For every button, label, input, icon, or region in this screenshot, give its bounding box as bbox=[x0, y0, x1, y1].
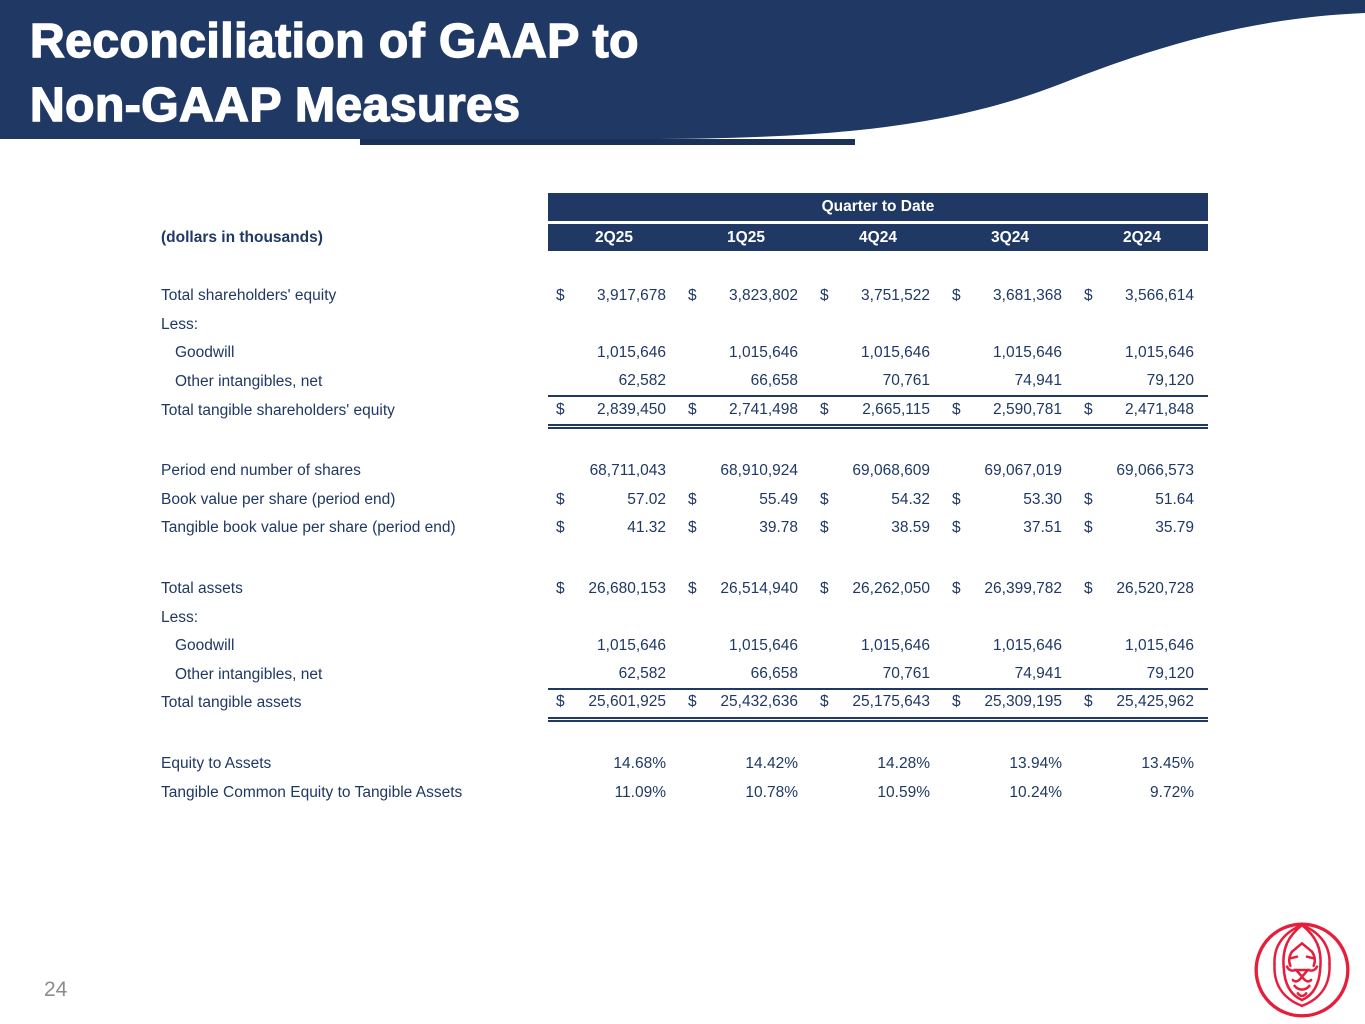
column-header-3q24: 3Q24 bbox=[991, 228, 1029, 246]
cell-value: 9.72% bbox=[1150, 783, 1194, 801]
dollar-sign: $ bbox=[556, 287, 565, 305]
row-label: Goodwill bbox=[175, 344, 235, 362]
dollar-sign: $ bbox=[820, 400, 829, 418]
cell-value: 51.64 bbox=[1155, 490, 1194, 508]
table-row bbox=[161, 603, 1208, 632]
value-cell bbox=[1076, 339, 1208, 368]
cell-value: 14.68% bbox=[613, 755, 666, 773]
value-cell bbox=[1076, 282, 1208, 311]
value-cell bbox=[812, 395, 944, 424]
dollar-sign: $ bbox=[688, 580, 697, 598]
value-cell bbox=[1076, 575, 1208, 604]
cell-value: 53.30 bbox=[1023, 490, 1062, 508]
row-values bbox=[548, 339, 1208, 368]
row-label: Total tangible shareholders' equity bbox=[161, 401, 395, 419]
row-values bbox=[548, 750, 1208, 779]
dollar-sign: $ bbox=[952, 490, 961, 508]
row-values bbox=[548, 660, 1208, 691]
cell-value: 41.32 bbox=[627, 519, 666, 537]
cell-value: 1,015,646 bbox=[993, 637, 1062, 655]
cell-value: 68,711,043 bbox=[589, 462, 666, 480]
dollar-sign: $ bbox=[1084, 580, 1093, 598]
cell-value: 13.94% bbox=[1009, 755, 1062, 773]
value-cell bbox=[548, 395, 680, 424]
cell-value: 10.59% bbox=[877, 783, 930, 801]
cell-value: 1,015,646 bbox=[729, 344, 798, 362]
dollar-sign: $ bbox=[820, 519, 829, 537]
value-cell bbox=[1076, 457, 1208, 486]
value-cell bbox=[548, 486, 680, 515]
dollar-sign: $ bbox=[820, 693, 829, 711]
row-label: Total tangible assets bbox=[161, 694, 302, 712]
value-cell bbox=[548, 282, 680, 311]
dollar-sign: $ bbox=[556, 693, 565, 711]
section-spacer bbox=[161, 718, 1208, 750]
row-values bbox=[548, 486, 1208, 515]
value-cell bbox=[812, 457, 944, 486]
value-cell bbox=[812, 486, 944, 515]
value-cell bbox=[812, 660, 944, 689]
value-cell bbox=[680, 514, 812, 543]
cell-value: 54.32 bbox=[891, 490, 930, 508]
row-values bbox=[548, 778, 1208, 807]
column-header-row bbox=[161, 224, 1208, 251]
value-cell bbox=[680, 575, 812, 604]
cell-value: 26,514,940 bbox=[720, 580, 798, 598]
table-body bbox=[161, 282, 1208, 807]
row-values bbox=[548, 395, 1208, 426]
cell-value: 1,015,646 bbox=[597, 637, 666, 655]
lion-logo-icon bbox=[1252, 920, 1352, 1020]
units-label: (dollars in thousands) bbox=[161, 228, 323, 246]
slide-title-line1: Reconciliation of GAAP to bbox=[30, 15, 639, 68]
cell-value: 69,067,019 bbox=[984, 462, 1062, 480]
row-values bbox=[548, 575, 1208, 604]
cell-value: 25,425,962 bbox=[1116, 693, 1194, 711]
cell-value: 26,262,050 bbox=[852, 580, 930, 598]
value-cell bbox=[944, 282, 1076, 311]
dollar-sign: $ bbox=[952, 693, 961, 711]
cell-value: 66,658 bbox=[750, 664, 798, 682]
dollar-sign: $ bbox=[688, 693, 697, 711]
slide-title bbox=[30, 10, 639, 138]
dollar-sign: $ bbox=[820, 287, 829, 305]
cell-value: 2,665,115 bbox=[862, 400, 930, 418]
dollar-sign: $ bbox=[556, 580, 565, 598]
value-cell bbox=[548, 457, 680, 486]
value-cell bbox=[812, 632, 944, 661]
value-cell bbox=[680, 282, 812, 311]
row-values bbox=[548, 632, 1208, 661]
cell-value: 1,015,646 bbox=[1125, 637, 1194, 655]
page-number: 24 bbox=[44, 978, 68, 1001]
value-cell bbox=[944, 688, 1076, 717]
row-label: Goodwill bbox=[175, 637, 235, 655]
cell-value: 39.78 bbox=[759, 519, 798, 537]
value-cell bbox=[1076, 486, 1208, 515]
row-label: Book value per share (period end) bbox=[161, 490, 396, 508]
cell-value: 25,175,643 bbox=[852, 693, 930, 711]
value-cell bbox=[548, 339, 680, 368]
cell-value: 70,761 bbox=[882, 372, 930, 390]
cell-value: 25,432,636 bbox=[720, 693, 798, 711]
cell-value: 66,658 bbox=[750, 372, 798, 390]
cell-value: 2,590,781 bbox=[993, 400, 1062, 418]
cell-value: 11.09% bbox=[614, 783, 666, 801]
value-cell bbox=[680, 778, 812, 807]
row-label: Other intangibles, net bbox=[175, 373, 323, 391]
cell-value: 1,015,646 bbox=[861, 637, 930, 655]
value-cell bbox=[548, 778, 680, 807]
cell-value: 74,941 bbox=[1014, 372, 1062, 390]
value-cell bbox=[1076, 778, 1208, 807]
table-row bbox=[161, 689, 1208, 718]
dollar-sign: $ bbox=[688, 490, 697, 508]
value-cell bbox=[944, 395, 1076, 424]
value-cell bbox=[680, 660, 812, 689]
value-cell bbox=[944, 486, 1076, 515]
dollar-sign: $ bbox=[688, 519, 697, 537]
cell-value: 2,839,450 bbox=[597, 400, 666, 418]
table-row bbox=[161, 750, 1208, 779]
table-row bbox=[161, 396, 1208, 425]
dollar-sign: $ bbox=[1084, 519, 1093, 537]
table-row bbox=[161, 311, 1208, 340]
column-header-2q24: 2Q24 bbox=[1123, 228, 1161, 246]
cell-value: 1,015,646 bbox=[729, 637, 798, 655]
value-cell bbox=[1076, 688, 1208, 717]
value-cell bbox=[812, 367, 944, 396]
value-cell bbox=[680, 486, 812, 515]
value-cell bbox=[944, 457, 1076, 486]
cell-value: 26,399,782 bbox=[984, 580, 1062, 598]
cell-value: 1,015,646 bbox=[861, 344, 930, 362]
row-values bbox=[548, 367, 1208, 398]
dollar-sign: $ bbox=[556, 400, 565, 418]
row-label: Period end number of shares bbox=[161, 462, 361, 480]
row-label: Equity to Assets bbox=[161, 755, 272, 773]
dollar-sign: $ bbox=[1084, 400, 1093, 418]
value-cell bbox=[680, 367, 812, 396]
value-cell bbox=[812, 688, 944, 717]
value-cell bbox=[680, 339, 812, 368]
cell-value: 2,471,848 bbox=[1125, 400, 1194, 418]
value-cell bbox=[680, 632, 812, 661]
table-row bbox=[161, 632, 1208, 661]
row-label: Tangible book value per share (period end) bbox=[161, 519, 456, 537]
column-header-1q25: 1Q25 bbox=[727, 228, 765, 246]
row-values bbox=[548, 282, 1208, 311]
table-row bbox=[161, 661, 1208, 690]
reconciliation-table bbox=[161, 193, 1208, 807]
cell-value: 26,520,728 bbox=[1116, 580, 1194, 598]
cell-value: 70,761 bbox=[882, 664, 930, 682]
row-label: Less: bbox=[161, 608, 199, 626]
dollar-sign: $ bbox=[952, 519, 961, 537]
dollar-sign: $ bbox=[556, 490, 565, 508]
row-values bbox=[548, 457, 1208, 486]
row-values bbox=[548, 311, 1208, 340]
cell-value: 14.42% bbox=[745, 755, 798, 773]
value-cell bbox=[944, 750, 1076, 779]
table-row bbox=[161, 575, 1208, 604]
dollar-sign: $ bbox=[1084, 287, 1093, 305]
value-cell bbox=[812, 778, 944, 807]
value-cell bbox=[812, 339, 944, 368]
cell-value: 26,680,153 bbox=[588, 580, 666, 598]
column-header-bar bbox=[548, 224, 1208, 251]
cell-value: 79,120 bbox=[1146, 372, 1194, 390]
cell-value: 1,015,646 bbox=[597, 344, 666, 362]
cell-value: 3,823,802 bbox=[729, 287, 798, 305]
value-cell bbox=[944, 778, 1076, 807]
cell-value: 10.24% bbox=[1009, 783, 1062, 801]
cell-value: 69,068,609 bbox=[852, 462, 930, 480]
value-cell bbox=[812, 575, 944, 604]
table-row bbox=[161, 282, 1208, 311]
row-label: Total shareholders' equity bbox=[161, 287, 337, 305]
cell-value: 1,015,646 bbox=[993, 344, 1062, 362]
cell-value: 25,309,195 bbox=[984, 693, 1062, 711]
cell-value: 57.02 bbox=[627, 490, 666, 508]
value-cell bbox=[1076, 367, 1208, 396]
cell-value: 62,582 bbox=[618, 664, 666, 682]
dollar-sign: $ bbox=[820, 580, 829, 598]
table-row bbox=[161, 339, 1208, 368]
cell-value: 74,941 bbox=[1014, 664, 1062, 682]
value-cell bbox=[944, 660, 1076, 689]
table-row bbox=[161, 368, 1208, 397]
column-header-4q24: 4Q24 bbox=[859, 228, 897, 246]
table-row bbox=[161, 457, 1208, 486]
row-label: Total assets bbox=[161, 580, 243, 598]
value-cell bbox=[680, 750, 812, 779]
row-label: Tangible Common Equity to Tangible Assets bbox=[161, 783, 463, 801]
cell-value: 25,601,925 bbox=[588, 693, 666, 711]
row-label: Other intangibles, net bbox=[175, 665, 323, 683]
cell-value: 13.45% bbox=[1141, 755, 1194, 773]
value-cell bbox=[944, 575, 1076, 604]
cell-value: 2,741,498 bbox=[729, 400, 798, 418]
cell-value: 35.79 bbox=[1155, 519, 1194, 537]
cell-value: 10.78% bbox=[745, 783, 798, 801]
value-cell bbox=[944, 632, 1076, 661]
cell-value: 55.49 bbox=[759, 490, 798, 508]
table-group-header bbox=[548, 193, 1208, 221]
row-label: Less: bbox=[161, 315, 199, 333]
column-header-2q25: 2Q25 bbox=[595, 228, 633, 246]
value-cell bbox=[548, 688, 680, 717]
value-cell bbox=[548, 632, 680, 661]
value-cell bbox=[680, 457, 812, 486]
cell-value: 69,066,573 bbox=[1116, 462, 1194, 480]
value-cell bbox=[812, 282, 944, 311]
dollar-sign: $ bbox=[1084, 693, 1093, 711]
dollar-sign: $ bbox=[952, 400, 961, 418]
cell-value: 79,120 bbox=[1146, 664, 1194, 682]
value-cell bbox=[548, 575, 680, 604]
dollar-sign: $ bbox=[556, 519, 565, 537]
row-values bbox=[548, 603, 1208, 632]
slide-title-line2: Non-GAAP Measures bbox=[30, 79, 521, 132]
value-cell bbox=[680, 395, 812, 424]
dollar-sign: $ bbox=[952, 580, 961, 598]
table-row bbox=[161, 778, 1208, 807]
dollar-sign: $ bbox=[952, 287, 961, 305]
row-values bbox=[548, 514, 1208, 543]
cell-value: 3,751,522 bbox=[861, 287, 930, 305]
cell-value: 62,582 bbox=[618, 372, 666, 390]
cell-value: 68,910,924 bbox=[720, 462, 798, 480]
value-cell bbox=[1076, 395, 1208, 424]
value-cell bbox=[1076, 514, 1208, 543]
dollar-sign: $ bbox=[688, 287, 697, 305]
value-cell bbox=[812, 514, 944, 543]
value-cell bbox=[812, 750, 944, 779]
value-cell bbox=[548, 660, 680, 689]
cell-value: 3,917,678 bbox=[597, 287, 666, 305]
section-spacer bbox=[161, 543, 1208, 575]
dollar-sign: $ bbox=[1084, 490, 1093, 508]
value-cell bbox=[1076, 660, 1208, 689]
value-cell bbox=[680, 688, 812, 717]
table-row bbox=[161, 486, 1208, 515]
dollar-sign: $ bbox=[820, 490, 829, 508]
value-cell bbox=[548, 750, 680, 779]
value-cell bbox=[944, 367, 1076, 396]
cell-value: 37.51 bbox=[1023, 519, 1062, 537]
cell-value: 14.28% bbox=[877, 755, 930, 773]
cell-value: 3,681,368 bbox=[993, 287, 1062, 305]
value-cell bbox=[548, 514, 680, 543]
dollar-sign: $ bbox=[688, 400, 697, 418]
group-header-label: Quarter to Date bbox=[821, 198, 935, 215]
value-cell bbox=[944, 514, 1076, 543]
value-cell bbox=[548, 367, 680, 396]
cell-value: 1,015,646 bbox=[1125, 344, 1194, 362]
cell-value: 3,566,614 bbox=[1125, 287, 1194, 305]
value-cell bbox=[1076, 750, 1208, 779]
section-spacer bbox=[161, 425, 1208, 457]
cell-value: 38.59 bbox=[891, 519, 930, 537]
row-values bbox=[548, 688, 1208, 719]
table-row bbox=[161, 514, 1208, 543]
value-cell bbox=[944, 339, 1076, 368]
value-cell bbox=[1076, 632, 1208, 661]
